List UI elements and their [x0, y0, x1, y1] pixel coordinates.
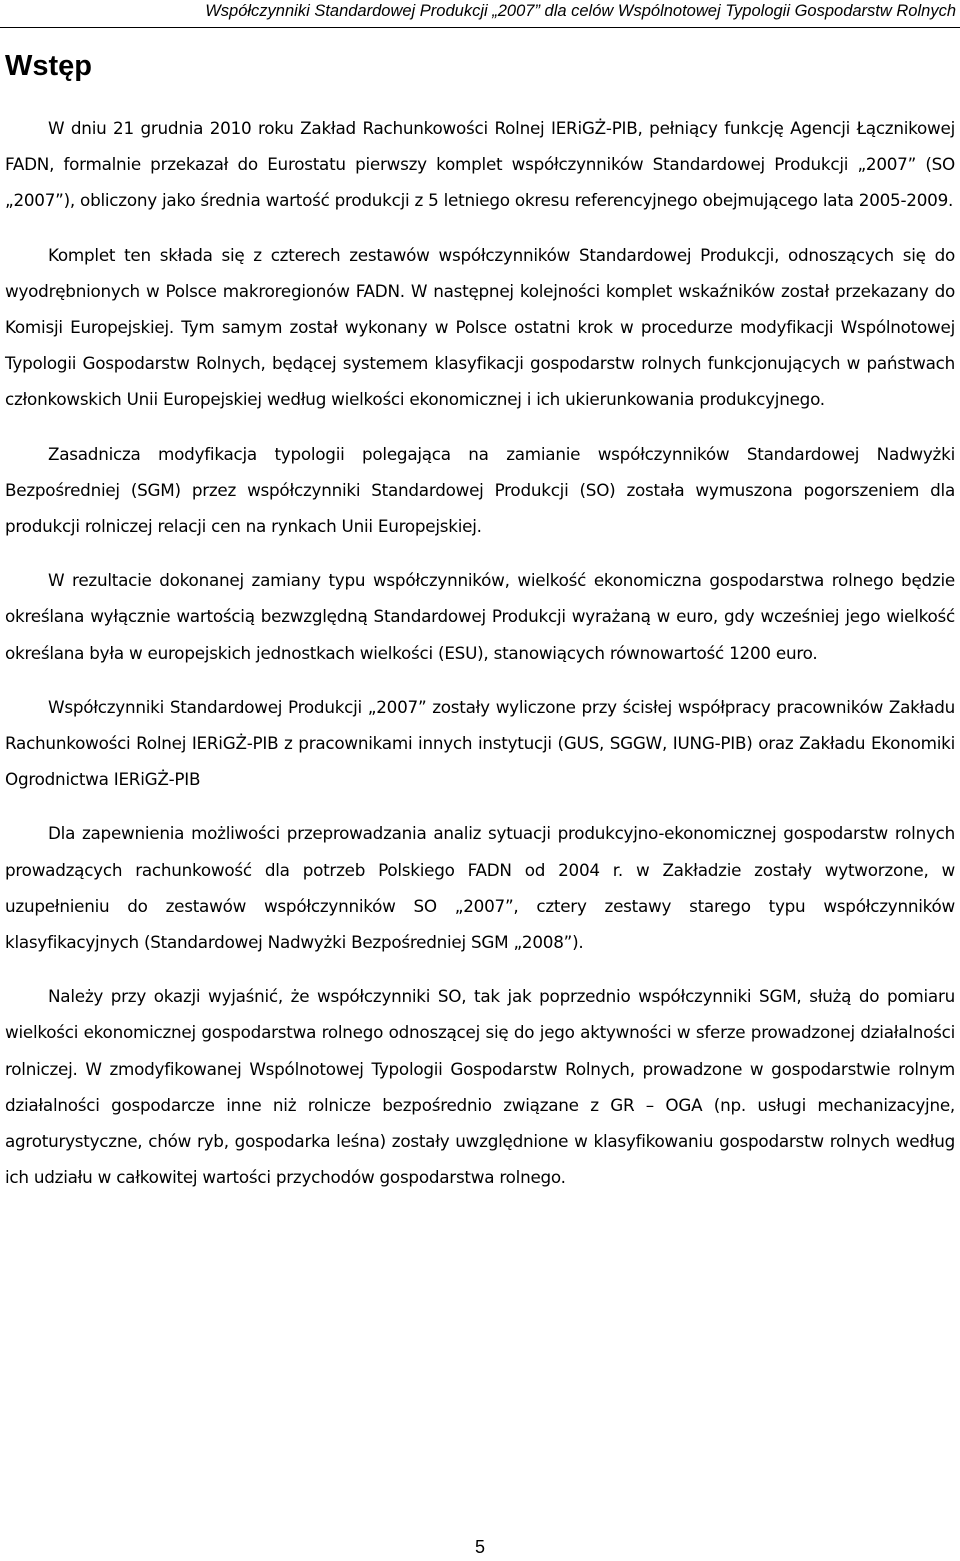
paragraph: W rezultacie dokonanej zamiany typu współczynników, wielkość ekonomiczna gospodarstwa rolnego będzie określana wyłącznie wartością bezwzględną Standardowej Produkcji wyrażaną w euro, gdy wcześniej jego wielkość określana była w europejskich jednostkach wielkości (ESU), stanowiących równowartość 1200 euro.: [5, 570, 955, 663]
running-header: Współczynniki Standardowej Produkcji „2007” dla celów Wspólnotowej Typologii Gospodarstw Rolnych: [205, 2, 956, 20]
body-text: [5, 110, 955, 1213]
paragraph: Zasadnicza modyfikacja typologii polegająca na zamianie współczynników Standardowej Nadwyżki Bezpośredniej (SGM) przez współczynniki Standardowej Produkcji (SO) została wymuszona pogorszeniem dla produkcji rolniczej relacji cen na rynkach Unii Europejskiej.: [5, 443, 955, 537]
paragraph: Komplet ten składa się z czterech zestawów współczynników Standardowej Produkcji, odnoszących się do wyodrębnionych w Polsce makroregionów FADN. W następnej kolejności komplet wskaźników został przekazany do Komisji Europejskiej. Tym samym został wykonany w Polsce ostatni krok w procedurze modyfikacji Wspólnotowej Typologii Gospodarstw Rolnych, będącej systemem klasyfikacji gospodarstw rolnych funkcjonujących w państwach członkowskich Unii Europejskiej według wielkości ekonomicznej i ich ukierunkowania produkcyjnego.: [5, 244, 955, 410]
paragraph: Należy przy okazji wyjaśnić, że współczynniki SO, tak jak poprzednio współczynniki SGM, służą do pomiaru wielkości ekonomicznej gospodarstwa rolnego odnoszącej się do jego aktywności w sferze prowadzonej działalności rolniczej. W zmodyfikowanej Wspólnotowej Typologii Gospodarstw Rolnych, prowadzone w gospodarstwie rolnym działalności gospodarcze inne niż rolnicze bezpośrednio związane z GR – OGA (np. usługi mechanizacyjne, agroturystyczne, chów ryb, gospodarka leśna) zostały uwzględnione w klasyfikowaniu gospodarstw rolnych według ich udziału w całkowitej wartości przychodów gospodarstwa rolnego.: [5, 986, 955, 1188]
page-number: 5: [474, 1537, 485, 1557]
paragraph: W dniu 21 grudnia 2010 roku Zakład Rachunkowości Rolnej IERiGŻ-PIB, pełniący funkcję Agencji Łącznikowej FADN, formalnie przekazał do Eurostatu pierwszy komplet współczynników Standardowej Produkcji „2007” (SO „2007”), obliczony jako średnia wartość produkcji z 5 letniego okresu referencyjnego obejmującego lata 2005-2009.: [5, 118, 955, 211]
paragraph: Dla zapewnienia możliwości przeprowadzania analiz sytuacji produkcyjno-ekonomicznej gospodarstw rolnych prowadzących rachunkowość dla potrzeb Polskiego FADN od 2004 r. w Zakładzie zostały wytworzone, w uzupełnieniu do zestawów współczynników SO „2007”, cztery zestawy starego typu współczynników klasyfikacyjnych (Standardowej Nadwyżki Bezpośredniej SGM „2008”).: [5, 823, 955, 953]
section-title: Wstęp: [5, 50, 92, 82]
paragraph: Współczynniki Standardowej Produkcji „2007” zostały wyliczone przy ścisłej współpracy pracowników Zakładu Rachunkowości Rolnej IERiGŻ-PIB z pracownikami innych instytucji (GUS, SGGW, IUNG-PIB) oraz Zakładu Ekonomiki Ogrodnictwa IERiGŻ-PIB: [5, 696, 955, 790]
header-divider: [0, 27, 960, 28]
